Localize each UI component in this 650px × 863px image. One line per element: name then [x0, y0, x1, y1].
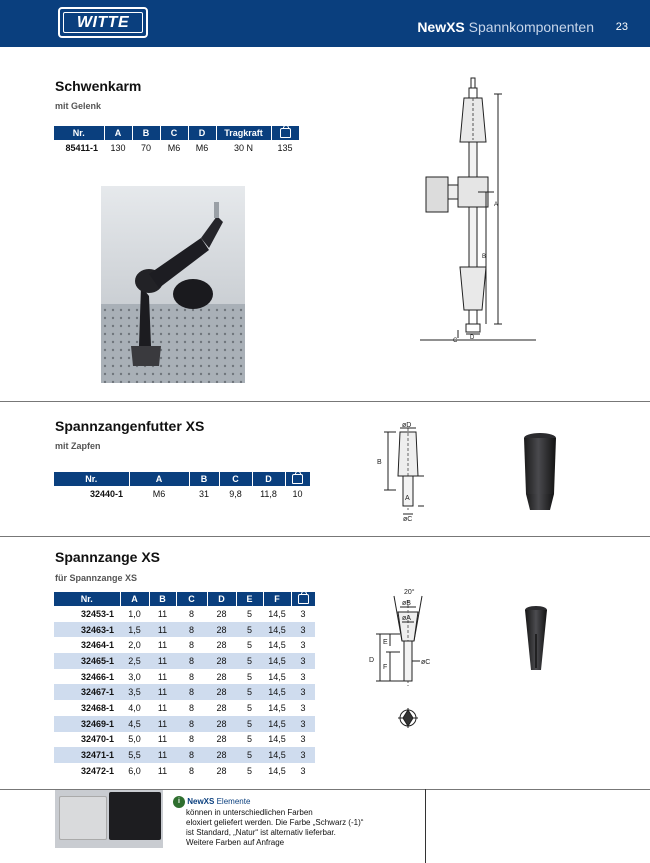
table-cell: 8 — [188, 765, 194, 776]
col-header-nr: Nr. — [54, 592, 120, 606]
table-cell: M6 — [152, 488, 166, 499]
table-cell: 14,5 — [268, 608, 286, 619]
table-cell: 8 — [176, 653, 207, 669]
table-cell: 5 — [246, 734, 252, 745]
col-header-f: F — [263, 592, 291, 606]
footer-note-line: können in unterschiedlichen Farben — [186, 808, 313, 817]
cell-article-number: 32466-1 — [80, 671, 114, 682]
table-cell: 5 — [246, 702, 252, 713]
collet-chuck-photo — [518, 432, 563, 514]
table-cell: 3 — [291, 622, 315, 638]
section-subtitle-schwenkarm: mit Gelenk — [55, 101, 102, 111]
table-cell: 11 — [157, 640, 168, 651]
table-cell: 70 — [140, 142, 151, 153]
table-cell: 5,5 — [120, 747, 149, 763]
table-row — [54, 606, 315, 622]
table-cell: 28 — [216, 702, 227, 713]
cell-article-number: 32440-1 — [89, 488, 123, 499]
spec-table-schwenkarm — [54, 126, 299, 156]
section-divider — [0, 536, 650, 537]
col-header-b: B — [189, 472, 219, 486]
table-cell: 5 — [236, 653, 263, 669]
collet-photo — [521, 604, 551, 674]
table-body — [54, 606, 315, 779]
table-cell: 14,5 — [263, 653, 291, 669]
table-cell: 8 — [188, 608, 194, 619]
table-cell: 28 — [216, 671, 227, 682]
table-cell: 14,5 — [268, 640, 286, 651]
table-row — [54, 622, 315, 638]
table-row — [54, 140, 299, 156]
table-cell: 28 — [216, 734, 227, 745]
table-cell: M6 — [195, 142, 209, 153]
table-cell: 30 N — [233, 142, 253, 153]
table-cell: 8 — [176, 622, 207, 638]
weight-icon — [298, 594, 309, 604]
table-cell: 3 — [300, 765, 306, 776]
footer-brand: NewXS — [187, 797, 215, 807]
natural-cube — [59, 796, 107, 840]
table-cell: 5 — [236, 684, 263, 700]
table-cell: 11 — [157, 702, 168, 713]
collet-label-a: øA — [402, 615, 411, 622]
info-icon: i — [173, 796, 185, 808]
table-row — [54, 700, 315, 716]
cell-article-number: 32468-1 — [80, 702, 114, 713]
table-cell: 2,0 — [128, 640, 141, 651]
spec-table-spannzange — [54, 592, 315, 779]
table-row — [54, 716, 315, 732]
footer-divider — [425, 789, 426, 863]
footer-brand-suffix: Elemente — [216, 797, 251, 807]
header-bar — [0, 0, 650, 47]
table-cell: 28 — [207, 716, 236, 732]
col-header-e: E — [236, 592, 263, 606]
table-cell: 8 — [176, 747, 207, 763]
col-header-b: B — [149, 592, 176, 606]
footer-note-line: Weitere Farben auf Anfrage — [186, 838, 285, 847]
col-header-d: D — [207, 592, 236, 606]
collet-label-e: E — [383, 639, 388, 646]
section-title-spannzangenfutter: Spannzangenfutter XS — [55, 418, 205, 434]
spec-table-spannzangenfutter — [54, 472, 310, 502]
table-cell: 5 — [236, 622, 263, 638]
table-cell: 14,5 — [268, 671, 286, 682]
arm-label-b: B — [482, 254, 487, 260]
arm-label-c: C — [453, 338, 458, 344]
page-number: 23 — [615, 21, 628, 33]
table-cell: 5 — [236, 716, 263, 732]
table-cell: 8 — [188, 671, 194, 682]
logo-text: WITTE — [76, 13, 130, 31]
table-cell: 28 — [216, 765, 227, 776]
col-header-d: D — [252, 472, 285, 486]
color-variants-image — [55, 790, 163, 848]
col-header-weight — [285, 472, 310, 486]
table-cell: 5 — [246, 608, 252, 619]
cell-article-number: 32467-1 — [54, 684, 120, 700]
table-cell: 28 — [207, 747, 236, 763]
table-cell: 14,5 — [268, 702, 286, 713]
section-subtitle-spannzange: für Spannzange XS — [55, 573, 138, 583]
table-cell: 11 — [149, 747, 176, 763]
table-cell: 3 — [300, 671, 306, 682]
col-header-c: C — [160, 126, 188, 140]
table-cell: 11 — [157, 765, 168, 776]
table-cell: 11 — [149, 716, 176, 732]
table-cell: 1,5 — [120, 622, 149, 638]
table-cell: 28 — [216, 640, 227, 651]
cell-article-number: 32469-1 — [54, 716, 120, 732]
table-body — [54, 140, 299, 156]
arm-label-a: A — [494, 202, 499, 208]
chuck-label-a: A — [405, 495, 410, 502]
cell-article-number: 32463-1 — [54, 622, 120, 638]
collet-label-b: øB — [402, 600, 411, 607]
table-cell: 4,5 — [120, 716, 149, 732]
cell-article-number: 32453-1 — [80, 608, 114, 619]
collet-label-c: øC — [421, 659, 431, 666]
cell-article-number: 32471-1 — [54, 747, 120, 763]
cell-article-number: 32470-1 — [80, 734, 114, 745]
table-cell: 3 — [291, 747, 315, 763]
table-cell: 14,5 — [263, 747, 291, 763]
header-title-light: Spannkomponenten — [468, 19, 594, 35]
table-cell: 28 — [216, 608, 227, 619]
swing-arm-photo — [101, 186, 245, 383]
chuck-label-d: øD — [402, 422, 412, 429]
table-row — [54, 684, 315, 700]
col-header-b: B — [132, 126, 160, 140]
table-cell: M6 — [167, 142, 181, 153]
table-cell: 3 — [291, 684, 315, 700]
weight-icon — [292, 474, 303, 484]
col-header-weight — [271, 126, 299, 140]
cell-article-number: 85411-1 — [65, 142, 98, 153]
col-header-d: D — [188, 126, 216, 140]
table-cell: 10 — [292, 488, 303, 499]
col-header-tragkraft: Tragkraft — [216, 126, 271, 140]
table-cell: 11 — [157, 671, 168, 682]
table-cell: 14,5 — [263, 716, 291, 732]
col-header-weight — [291, 592, 315, 606]
table-row — [54, 763, 315, 779]
table-row — [54, 669, 315, 685]
collet-label-d: D — [369, 657, 375, 664]
table-cell: 5 — [246, 671, 252, 682]
chuck-label-c: øC — [403, 516, 413, 523]
table-cell: 11 — [149, 653, 176, 669]
table-cell: 5 — [236, 747, 263, 763]
table-body — [54, 486, 310, 502]
collet-label-f: F — [383, 664, 388, 671]
section-title-spannzange: Spannzange XS — [55, 549, 161, 565]
witte-logo[interactable] — [58, 7, 148, 38]
footer-note-line: eloxiert geliefert werden. Die Farbe „Schwarz (-1)“ — [186, 818, 364, 827]
table-cell: 3 — [300, 702, 306, 713]
table-cell: 31 — [198, 488, 209, 499]
table-cell: 8 — [188, 734, 194, 745]
table-cell: 3,5 — [120, 684, 149, 700]
swing-arm-photo-graphic — [101, 186, 245, 383]
section-subtitle-spannzangenfutter: mit Zapfen — [55, 441, 101, 451]
table-row — [54, 486, 310, 502]
footer-note — [173, 796, 363, 848]
table-cell: 3 — [300, 640, 306, 651]
collet-drawing — [364, 586, 444, 731]
section-title-schwenkarm: Schwenkarm — [55, 78, 142, 94]
table-cell: 11 — [157, 734, 168, 745]
table-cell: 8 — [188, 640, 194, 651]
col-header-a: A — [129, 472, 189, 486]
table-cell: 3,0 — [128, 671, 141, 682]
table-cell: 5,0 — [128, 734, 141, 745]
table-cell: 5 — [246, 640, 252, 651]
table-cell: 28 — [207, 622, 236, 638]
table-cell: 5 — [246, 765, 252, 776]
arm-label-d: D — [470, 335, 475, 341]
table-cell: 28 — [207, 653, 236, 669]
col-header-c: C — [219, 472, 252, 486]
col-header-a: A — [104, 126, 132, 140]
chuck-label-b: B — [377, 459, 382, 466]
col-header-nr: Nr. — [54, 126, 104, 140]
col-header-nr: Nr. — [54, 472, 129, 486]
table-cell: 3 — [300, 734, 306, 745]
table-cell: 28 — [207, 684, 236, 700]
table-cell: 1,0 — [128, 608, 141, 619]
table-row — [54, 653, 315, 669]
cell-article-number: 32464-1 — [80, 640, 114, 651]
table-cell: 3 — [300, 608, 306, 619]
footer-note-line: ist Standard, „Natur“ ist alternativ lieferbar. — [186, 828, 336, 837]
footer-note-heading — [173, 796, 363, 808]
header-title — [417, 19, 594, 35]
collet-label-angle: 20° — [404, 589, 415, 596]
table-cell: 8 — [176, 684, 207, 700]
swing-arm-drawing — [412, 72, 542, 347]
table-cell: 8 — [176, 716, 207, 732]
table-cell: 14,5 — [263, 622, 291, 638]
table-row — [54, 637, 315, 653]
col-header-c: C — [176, 592, 207, 606]
header-title-bold: NewXS — [417, 19, 465, 35]
table-cell: 11 — [149, 684, 176, 700]
footer-note-body — [173, 808, 363, 848]
collet-chuck-drawing — [372, 418, 447, 523]
table-cell: 14,5 — [263, 684, 291, 700]
cell-article-number: 32465-1 — [54, 653, 120, 669]
table-cell: 11 — [149, 622, 176, 638]
table-cell: 3 — [291, 653, 315, 669]
col-header-a: A — [120, 592, 149, 606]
weight-icon — [280, 128, 291, 138]
table-cell: 6,0 — [128, 765, 141, 776]
table-cell: 130 — [110, 142, 126, 153]
table-cell: 4,0 — [128, 702, 141, 713]
cell-article-number: 32472-1 — [80, 765, 114, 776]
table-cell: 9,8 — [229, 488, 242, 499]
table-cell: 14,5 — [268, 734, 286, 745]
table-row — [54, 732, 315, 748]
table-cell: 14,5 — [268, 765, 286, 776]
black-cube — [109, 792, 161, 840]
table-cell: 11 — [157, 608, 168, 619]
table-cell: 2,5 — [120, 653, 149, 669]
section-divider — [0, 401, 650, 402]
table-cell: 8 — [188, 702, 194, 713]
table-cell: 11,8 — [260, 488, 277, 499]
table-cell: 3 — [291, 716, 315, 732]
table-row — [54, 747, 315, 763]
table-cell: 135 — [277, 142, 293, 153]
